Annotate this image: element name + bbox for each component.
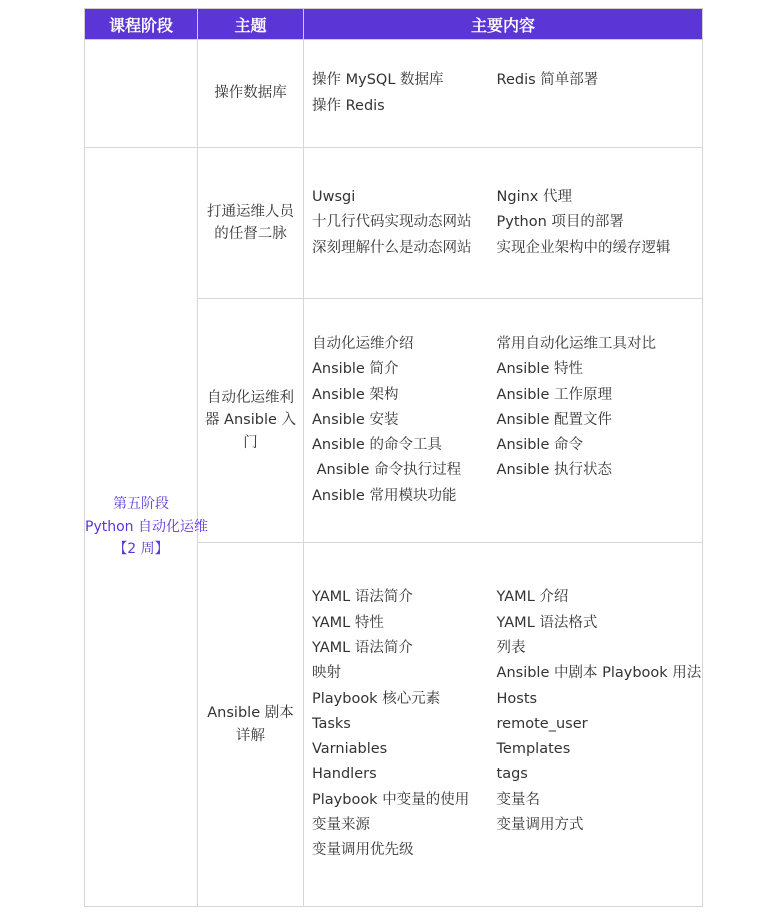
list-item: YAML 介绍	[496, 589, 569, 606]
list-item: YAML 语法简介	[312, 589, 413, 606]
list-item: Python 项目的部署	[496, 214, 624, 231]
list-item: 实现企业架构中的缓存逻辑	[496, 239, 671, 256]
list-item: Nginx 代理	[496, 189, 572, 206]
topic-line: 详解	[236, 727, 265, 744]
content-right-column	[497, 185, 702, 261]
list-item: YAML 语法格式	[496, 614, 598, 631]
list-item: Ansible 命令执行过程	[312, 462, 462, 479]
topic-cell	[198, 543, 304, 907]
list-item: Ansible 的命令工具	[312, 437, 442, 454]
content-right-column	[497, 332, 702, 509]
content-cell	[304, 299, 703, 543]
topic-line: Ansible 剧本	[207, 705, 294, 721]
list-item: Tasks	[312, 715, 351, 732]
list-item: 操作 Redis	[312, 97, 385, 114]
content-right-column	[497, 585, 702, 863]
list-item: 自动化运维介绍	[312, 335, 414, 352]
list-item: Ansible 架构	[312, 386, 399, 403]
list-item: Varniables	[312, 741, 388, 758]
list-item: Ansible 中剧本 Playbook 用法	[496, 665, 702, 682]
content-cell	[304, 40, 703, 148]
topic-cell	[198, 148, 304, 299]
stage-cell-empty	[85, 40, 198, 148]
content-cell	[304, 148, 703, 299]
list-item: 操作 MySQL 数据库	[312, 72, 444, 89]
list-item: 变量来源	[312, 817, 370, 834]
stage-title: 第五阶段	[113, 496, 169, 513]
content-cell	[304, 543, 703, 907]
list-item: remote_user	[496, 715, 588, 732]
list-item: 变量调用优先级	[312, 842, 414, 859]
list-item: Playbook 核心元素	[312, 690, 441, 707]
list-item: Uwsgi	[312, 189, 356, 206]
list-item: Redis 简单部署	[496, 72, 599, 89]
content-left-column	[312, 185, 497, 261]
header-stage: 课程阶段	[85, 9, 198, 40]
topic-line: 门	[243, 434, 258, 451]
stage-cell	[85, 148, 208, 907]
list-item: Hosts	[496, 690, 538, 707]
list-item: YAML 特性	[312, 614, 384, 631]
topic-line: 打通运维人员	[207, 203, 294, 220]
stage-duration: 【2 周】	[113, 541, 169, 558]
list-item: Ansible 简介	[312, 361, 399, 378]
content-left-column	[312, 332, 497, 509]
list-item: Templates	[496, 741, 571, 758]
topic-cell	[198, 40, 304, 148]
topic-line: 的任督二脉	[214, 226, 287, 242]
list-item: YAML 语法简介	[312, 639, 413, 656]
list-item: 十几行代码实现动态网站	[312, 214, 472, 231]
list-item: 变量名	[496, 791, 541, 808]
list-item: Ansible 特性	[496, 361, 583, 378]
stage-name: Python 自动化运维	[85, 518, 208, 535]
list-item: Ansible 执行状态	[496, 462, 612, 479]
list-item: Ansible 配置文件	[496, 411, 612, 428]
topic-line: 器 Ansible 入	[204, 412, 297, 429]
list-item: 变量调用方式	[496, 817, 584, 834]
list-item: 列表	[496, 639, 526, 656]
content-right-column	[497, 68, 702, 119]
content-left-column	[312, 585, 497, 863]
list-item: Ansible 安装	[312, 411, 399, 428]
list-item: tags	[496, 766, 528, 783]
list-item: Playbook 中变量的使用	[312, 791, 470, 808]
list-item: 映射	[312, 665, 341, 682]
header-topic: 主题	[198, 9, 304, 40]
topic-cell	[198, 299, 304, 543]
list-item: Ansible 常用模块功能	[312, 487, 457, 504]
curriculum-table	[84, 8, 703, 907]
topic-line: 操作数据库	[214, 85, 287, 102]
list-item: 常用自动化运维工具对比	[496, 335, 657, 352]
list-item: Ansible 工作原理	[496, 386, 612, 403]
header-row	[85, 9, 703, 40]
table-row	[85, 40, 703, 148]
topic-line: 自动化运维利	[207, 389, 294, 406]
header-content: 主要内容	[304, 9, 703, 40]
list-item: Handlers	[312, 766, 377, 783]
content-left-column	[312, 68, 497, 119]
table-row	[85, 148, 703, 299]
list-item: 深刻理解什么是动态网站	[312, 239, 472, 256]
list-item: Ansible 命令	[496, 437, 583, 454]
